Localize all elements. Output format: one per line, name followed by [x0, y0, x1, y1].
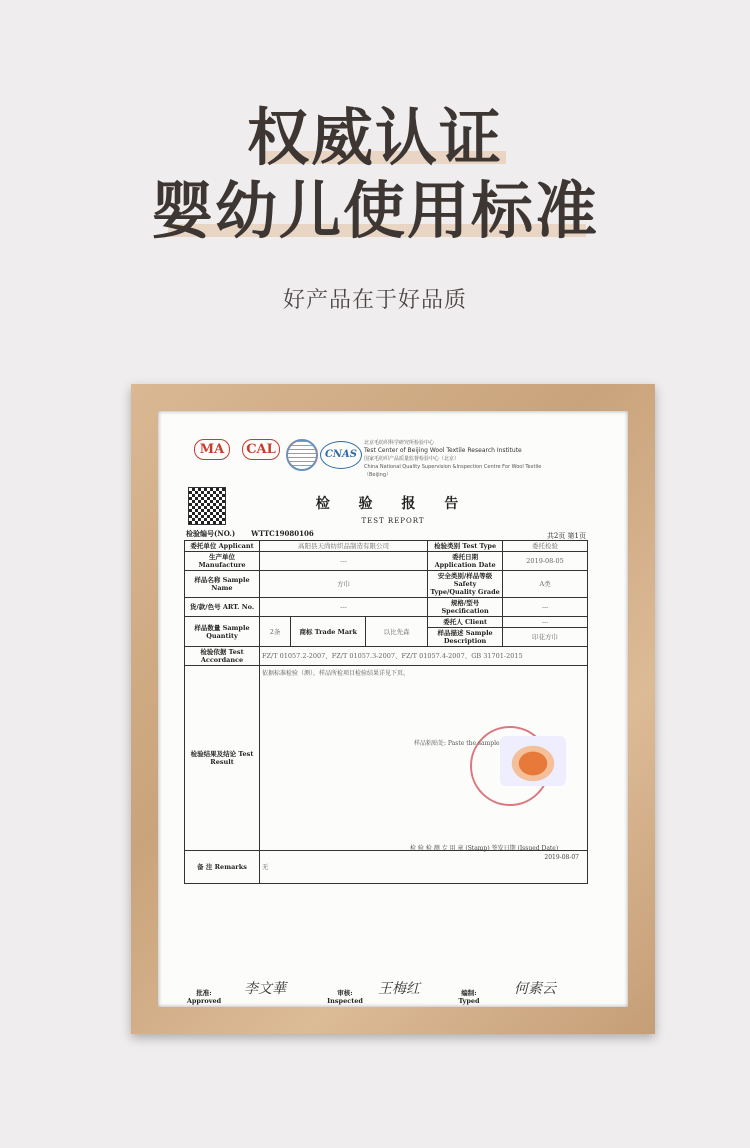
table-row	[185, 552, 588, 571]
report-number: 检验编号(NO.) WTTC19080106	[186, 529, 314, 538]
table-row	[185, 617, 588, 628]
table-cell: 商标 Trade Mark	[291, 617, 366, 647]
table-cell: 生产单位 Manufacture	[185, 552, 260, 571]
headline-line-1: 权威认证	[246, 101, 503, 174]
table-cell: 委托单位 Applicant	[185, 541, 260, 552]
table-cell: FZ/T 01057.2-2007、FZ/T 01057.3-2007、FZ/T 01057.4-2007、GB 31701-2015	[260, 647, 588, 666]
institute-en: Test Center of Beijing Wool Textile Research Institute	[364, 447, 522, 454]
table-cell: 样品数量 Sample Quantity	[185, 617, 260, 647]
certificate-paper	[158, 411, 628, 1007]
table-row	[185, 541, 588, 552]
table-cell: 2条	[260, 617, 291, 647]
table-cell: ---	[503, 617, 588, 628]
table-cell: 印花方巾	[503, 628, 588, 647]
table-cell: 以比先森	[366, 617, 428, 647]
report-title-en: TEST REPORT	[361, 517, 425, 525]
subtitle: 好产品在于好品质	[282, 288, 467, 313]
table-cell: A类	[503, 571, 588, 598]
table-cell: 2019-08-05	[503, 552, 588, 571]
table-row	[185, 851, 588, 884]
table-row	[185, 666, 588, 851]
table-cell: 样品名称 Sample Name	[185, 571, 260, 598]
table-cell: 检验依据 Test Accordance	[185, 647, 260, 666]
table-cell: 高阳县天尚纺织品制造有限公司	[260, 541, 428, 552]
table-row	[185, 598, 588, 617]
fabric-sample-swatch	[500, 736, 566, 786]
table-row	[185, 647, 588, 666]
result-area: 依据标准检验（测），样品所检项目检验结果详见下页。 样品粘贴处: Paste the sample 检 验 检 测 专 用 章 (Stamp) 签发日期 (Issued Date) 2019-08-07	[262, 670, 579, 861]
report-title-cn: 检 验 报 告	[315, 496, 471, 512]
test-report-document: MA CAL CNAS 北京毛纺织科学研究所检验中心 Test Center of Beijing Wool Textile Research Institute 国家毛纺织产品质量监督检验中心（北京） China National Quality Supervision &Inspection Centre For Wool Textile （Beijing） 检 验 报 告 TEST REPORT 检验编号(NO.) WTTC19080106 共2页 第1页 委托单位 Applicant 高阳县天尚纺织品制造有限公司 检验类别 Test Type 委托检验 生产单位 Manufacture --- 委托日期 Application Date 2019-08-05 样品名称 Sample Name 方巾 安全类别/样品等级 Safety Type/Quality Grade A类 货/款/色号 ART. No. --- 规格/型号 Specification --- 样品数量 Sample Quantity 2条 商标 Trade Mark 以比先森 委托人 Client --- 样品描述 Sample Description 印花方巾 检验依据 Test Accordance FZ/T 01057.2-2007、FZ/T 01057.3-2007、FZ/T 01057.4-2007、GB 31701-2015 检验结果及结论 Test Result 依据标准检验（测），样品所检项目检验结果详见下页。 样品粘贴处: Paste the sample 检 验 检 测 专 用 章 (Stamp) 签发日期 (Issued Date) 2019-08-07 备 注 Remarks 无 批准: Approved 李文華 审核: Inspected 王梅红 编制: Typed 何素云	[158, 411, 628, 1007]
headline-line-2: 婴幼儿使用标准	[150, 174, 599, 247]
cnas-logo: CNAS	[320, 441, 362, 469]
table-cell: ---	[260, 598, 428, 617]
globe-logo-icon	[286, 439, 318, 471]
table-cell: 样品描述 Sample Description	[428, 628, 503, 647]
page-info: 共2页 第1页	[546, 532, 586, 540]
report-table	[184, 540, 588, 884]
table-cell: 规格/型号 Specification	[428, 598, 503, 617]
institute-cn2: 国家毛纺织产品质量监督检验中心（北京）	[364, 456, 460, 462]
institute-cn: 北京毛纺织科学研究所检验中心	[364, 440, 435, 446]
table-cell: 方巾	[260, 571, 428, 598]
table-cell: 无	[260, 851, 588, 884]
certificate-frame	[131, 384, 655, 1034]
table-cell: 安全类别/样品等级 Safety Type/Quality Grade	[428, 571, 503, 598]
cma-logo: MA	[194, 439, 230, 460]
table-cell: 货/款/色号 ART. No.	[185, 598, 260, 617]
table-cell: 委托人 Client	[428, 617, 503, 628]
institute-en2: China National Quality Supervision &Inspection Centre For Wool Textile	[364, 464, 542, 470]
cal-logo: CAL	[242, 439, 280, 460]
institute-city: （Beijing）	[364, 472, 392, 478]
table-row	[185, 571, 588, 598]
institute-info	[364, 439, 614, 479]
table-cell: 委托日期 Application Date	[428, 552, 503, 571]
table-cell	[260, 666, 588, 861]
table-cell: 备 注 Remarks	[185, 851, 260, 884]
table-cell: ---	[503, 598, 588, 617]
table-cell: 检验类别 Test Type	[428, 541, 503, 552]
table-cell: 检验结果及结论 Test Result	[185, 666, 260, 851]
table-cell: 委托检验	[503, 541, 588, 552]
table-cell: ---	[260, 552, 428, 571]
